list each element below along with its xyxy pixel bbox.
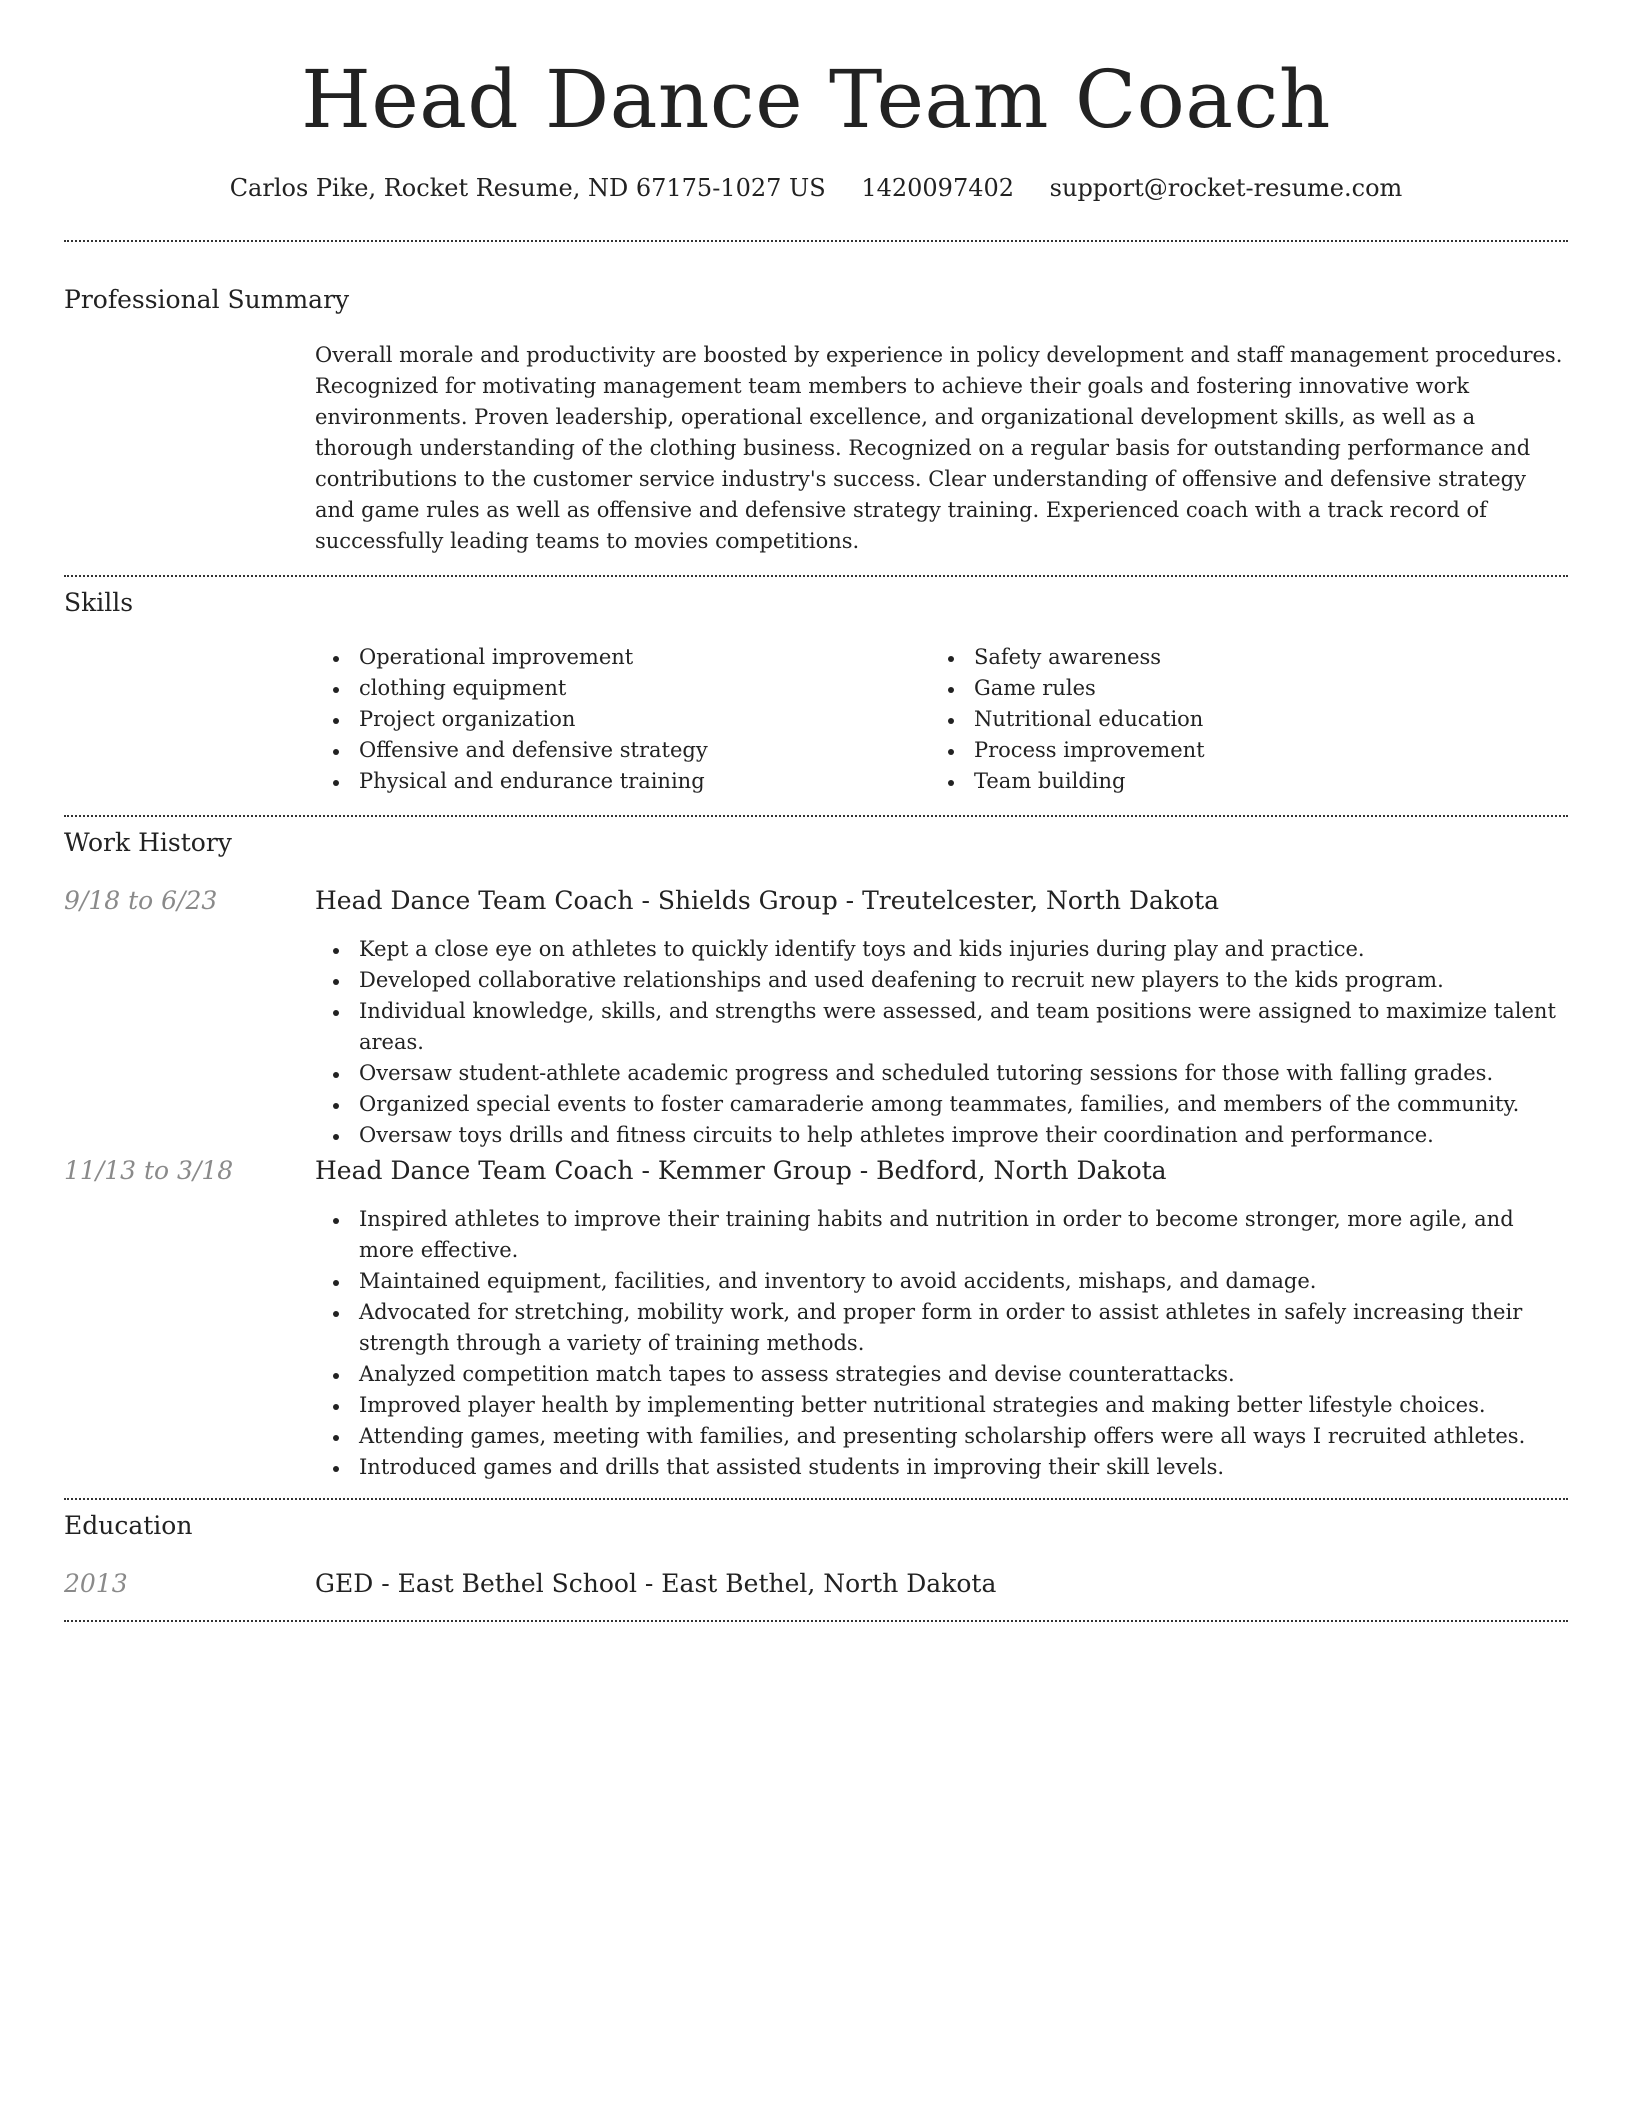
skill-item: Physical and endurance training [315,766,875,797]
skill-item: Operational improvement [315,642,875,673]
contact-line [0,170,1632,206]
job-dates: 11/13 to 3/18 [64,1156,234,1185]
education-entry: GED - East Bethel School - East Bethel, North Dakota [315,1569,997,1598]
job-bullet: Inspired athletes to improve their training habits and nutrition in order to become stronger, more agile, and more effective. [315,1204,1567,1266]
summary-section-title: Professional Summary [64,285,350,314]
education-section-title: Education [64,1511,193,1540]
job-bullet: Organized special events to foster camaraderie among teammates, families, and members of the community. [315,1089,1567,1120]
job-bullet: Oversaw toys drills and fitness circuits to help athletes improve their coordination and performance. [315,1120,1567,1151]
job-bullet: Maintained equipment, facilities, and inventory to avoid accidents, mishaps, and damage. [315,1266,1567,1297]
job-bullet: Analyzed competition match tapes to assess strategies and devise counterattacks. [315,1359,1567,1390]
job-dates: 9/18 to 6/23 [64,886,218,915]
skill-item: Safety awareness [930,642,1490,673]
contact-email: support@rocket-resume.com [1049,174,1403,202]
job-bullet: Improved player health by implementing better nutritional strategies and making better lifestyle choices. [315,1390,1567,1421]
divider [64,1620,1568,1622]
job-bullet: Introduced games and drills that assisted students in improving their skill levels. [315,1452,1567,1483]
divider [64,815,1568,817]
skill-item: Team building [930,766,1490,797]
contact-phone: 1420097402 [861,174,1015,202]
skills-section-title: Skills [64,588,134,617]
skills-list-right [930,642,1490,797]
job-title: Head Dance Team Coach - Kemmer Group - Bedford, North Dakota [315,1156,1167,1185]
divider [64,1498,1568,1500]
skill-item: Nutritional education [930,704,1490,735]
divider [64,575,1568,577]
skills-list-left [315,642,875,797]
job-bullets [315,934,1567,1151]
skill-item: clothing equipment [315,673,875,704]
skill-item: Offensive and defensive strategy [315,735,875,766]
job-bullet: Developed collaborative relationships and used deafening to recruit new players to the kids program. [315,965,1567,996]
job-bullet: Oversaw student-athlete academic progress and scheduled tutoring sessions for those with falling grades. [315,1058,1567,1089]
divider [64,240,1568,242]
summary-text: Overall morale and productivity are boosted by experience in policy development and staff management procedures. Recognized for motivating management team members to achieve their goals and fostering innovative work environments. Proven leadership, operational excellence, and organizational development skills, as well as a thorough understanding of the clothing business. Recognized on a regular basis for outstanding performance and contributions to the customer service industry's success. Clear understanding of offensive and defensive strategy and game rules as well as offensive and defensive strategy training. Experienced coach with a track record of successfully leading teams to movies competitions. [315,343,1563,553]
education-year: 2013 [64,1569,128,1598]
job-bullet: Kept a close eye on athletes to quickly identify toys and kids injuries during play and practice. [315,934,1567,965]
job-title: Head Dance Team Coach - Shields Group - Treutelcester, North Dakota [315,886,1220,915]
skill-item: Project organization [315,704,875,735]
skill-item: Game rules [930,673,1490,704]
job-bullet: Advocated for stretching, mobility work, and proper form in order to assist athletes in safely increasing their strength through a variety of training methods. [315,1297,1567,1359]
job-bullet: Attending games, meeting with families, and presenting scholarship offers were all ways I recruited athletes. [315,1421,1567,1452]
resume-name-heading: Head Dance Team Coach [301,53,1331,146]
contact-address: Carlos Pike, Rocket Resume, ND 67175-1027 US [229,174,826,202]
job-bullet: Individual knowledge, skills, and strengths were assessed, and team positions were assigned to maximize talent areas. [315,996,1567,1058]
job-bullets [315,1204,1567,1483]
skill-item: Process improvement [930,735,1490,766]
work-section-title: Work History [64,828,232,857]
